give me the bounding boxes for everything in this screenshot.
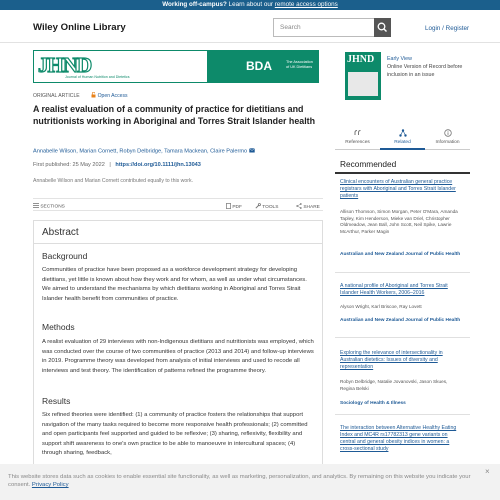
early-view-link[interactable]: Early View (387, 56, 412, 62)
search-button[interactable] (374, 18, 391, 37)
sidebar-tabs (335, 126, 470, 150)
recommended-item-journal[interactable]: Australian and New Zealand Journal of Public Health (340, 318, 461, 323)
published-info: First published: 25 May 2022 | https://doi.org/10.1111/jhn.13043 (33, 162, 201, 168)
open-access-badge (91, 93, 127, 99)
share-button[interactable] (296, 203, 320, 210)
results-text: Six refined theories were identified: (1) a community of practice fosters the relationships that support navigation of the many tasks required to become more responsive health professionals; (2) committed and open participants feel supported and guided to be reflexive; (3) sharing, reflexivity, flexibility and support shift awareness to one's own practice to be able to manoeuvre in intercultural spaces; (4) through sharing, feedback, (42, 412, 308, 456)
background-heading: Background (42, 251, 88, 261)
recommended-item-title[interactable]: The interaction between Alternative Healthy Eating Index and MC4R rs17782313 gene variants on central and general obesity indices in women: a cross-sectional study (340, 425, 457, 452)
tab-information[interactable] (425, 126, 470, 150)
cookie-message: This website stores data such as cookies to enable essential site functionality, as well as marketing, personalization, and analytics. By remaining on this website you indicate your consent. (8, 474, 471, 488)
jhnd-subtitle: Journal of Human Nutrition and Dietetics (65, 75, 130, 79)
tab-references-label: References (345, 140, 370, 145)
privacy-policy-link[interactable]: Privacy Policy (31, 482, 69, 488)
tab-related-label: Related (394, 140, 411, 145)
author-list[interactable]: Annabelle Wilson, Marian Cornett, Robyn Delbridge, Tamara Mackean, Claire Palermo (33, 148, 248, 155)
remote-access-link[interactable]: remote access options (274, 1, 338, 8)
bda-logo: BDA (246, 59, 272, 73)
access-bar (0, 0, 500, 10)
access-bar-text: Learn about our (226, 1, 275, 8)
cover-image (348, 72, 378, 96)
search-input[interactable]: Search (273, 18, 391, 37)
list-icon (33, 203, 39, 208)
sections-label: SECTIONS (40, 204, 65, 210)
tab-references[interactable] (335, 126, 380, 150)
early-view-text: Online Version of Record before inclusion in an issue (387, 64, 463, 78)
open-access-label: Open Access (97, 93, 128, 99)
journal-banner[interactable] (33, 50, 319, 83)
article-authors[interactable] (33, 148, 323, 155)
background-text: Communities of practice have been proposed as a workforce development strategy for developing dietitians, yet little is known about how they work and for whom, as well as under what circumstances. We aimed to understand the mechanisms by which dietitians working in Aboriginal and Torres Strait Islander health benefit from communities of practice. (42, 267, 307, 302)
journal-cover[interactable] (345, 52, 381, 100)
cover-title: JHND (347, 54, 375, 65)
mail-icon[interactable] (249, 148, 255, 153)
journal-banner-left (33, 50, 208, 83)
article-title: A realist evaluation of a community of practice for dietitians and nutritionists working in Aboriginal and Torres Strait Islander health (33, 104, 316, 126)
network-icon (399, 129, 407, 137)
share-label: SHARE (303, 205, 320, 210)
recommended-item-title[interactable]: A national profile of Aboriginal and Torres Strait Islander Health Workers, 2006–2016 (340, 283, 448, 296)
recommended-item-title[interactable]: Exploring the relevance of intersectionality in Australian dietetics: Issues of diversity and representation (340, 350, 443, 370)
info-icon (444, 129, 452, 137)
pdf-label: PDF (232, 205, 242, 210)
recommended-item-journal[interactable]: Sociology of Health & Illness (340, 401, 406, 406)
recommended-item-title[interactable]: Clinical encounters of Australian general practice registrars with Aboriginal and Torres Strait Islander patients (340, 179, 456, 199)
abstract-title: Abstract (42, 227, 79, 238)
wiley-logo[interactable]: Wiley Online Library (33, 22, 126, 33)
recommended-item (335, 273, 470, 338)
equal-contribution-note: Annabelle Wilson and Marian Cornett contributed equally to this work. (33, 178, 194, 184)
tools-button[interactable] (255, 203, 278, 210)
published-label: First published: (33, 162, 73, 168)
recommended-item-authors: Allison Thomson, Simon Morgan, Peter O'Mara, Amanda Tapley, Kim Henderson, Mieke van Driel, Christopher Oldmeadow, Jean Ball, John Scott, Neil Spike, Lawrie McArthur, Parker Magin (340, 209, 458, 234)
tab-related[interactable] (380, 126, 425, 150)
recommended-item (335, 176, 470, 273)
tools-label: TOOLS (262, 205, 279, 210)
methods-text: A realist evaluation of 29 interviews with non-Indigenous dietitians and nutritionists was employed, which was conducted over the course of two communities of practice (2013 and 2014) and follow-up interviews in 2019. Programme theory was developed from analysis of initial interviews and used to recode all interviews and test theory. The identification of patterns refined the programme theory. (42, 339, 314, 374)
doi-link[interactable]: https://doi.org/10.1111/jhn.13043 (115, 162, 201, 168)
recommended-item (335, 338, 470, 415)
tab-information-label: Information (435, 140, 460, 145)
published-date: 25 May 2022 (72, 162, 105, 168)
methods-heading: Methods (42, 322, 75, 332)
recommended-item (335, 415, 470, 464)
recommended-item-authors: Alyson Wright, Karl Briscoe, Ray Lovett (340, 304, 422, 309)
wrench-icon (255, 203, 261, 209)
quote-icon (354, 129, 362, 137)
recommended-item-journal[interactable]: Australian and New Zealand Journal of Public Health (340, 252, 461, 257)
search-icon (374, 18, 391, 37)
cookie-banner (0, 464, 500, 500)
sections-button[interactable] (33, 203, 65, 210)
login-register-link[interactable]: Login / Register (425, 25, 470, 32)
article-toolbar (33, 198, 323, 211)
article-tags (33, 92, 128, 99)
recommended-item-authors: Robyn Delbridge, Natalie Jovanovski, Jason Skues, Regina Belski (340, 379, 448, 391)
abstract-divider (34, 243, 322, 244)
open-lock-icon (91, 92, 96, 98)
article-type: ORIGINAL ARTICLE (33, 93, 80, 99)
close-icon[interactable]: × (485, 467, 490, 476)
recommended-heading: Recommended (340, 159, 397, 169)
pdf-icon (226, 203, 231, 209)
abstract-section (33, 220, 323, 500)
recommended-divider (335, 172, 470, 174)
share-icon (296, 203, 302, 209)
cookie-text (8, 473, 478, 489)
bda-subtitle: The Association of UK Dietitians (286, 60, 313, 69)
pdf-button[interactable] (226, 203, 242, 210)
access-bar-bold: Working off-campus? (162, 1, 227, 8)
results-heading: Results (42, 396, 71, 406)
site-header (0, 10, 500, 43)
jhnd-logo: JHND (38, 53, 92, 77)
